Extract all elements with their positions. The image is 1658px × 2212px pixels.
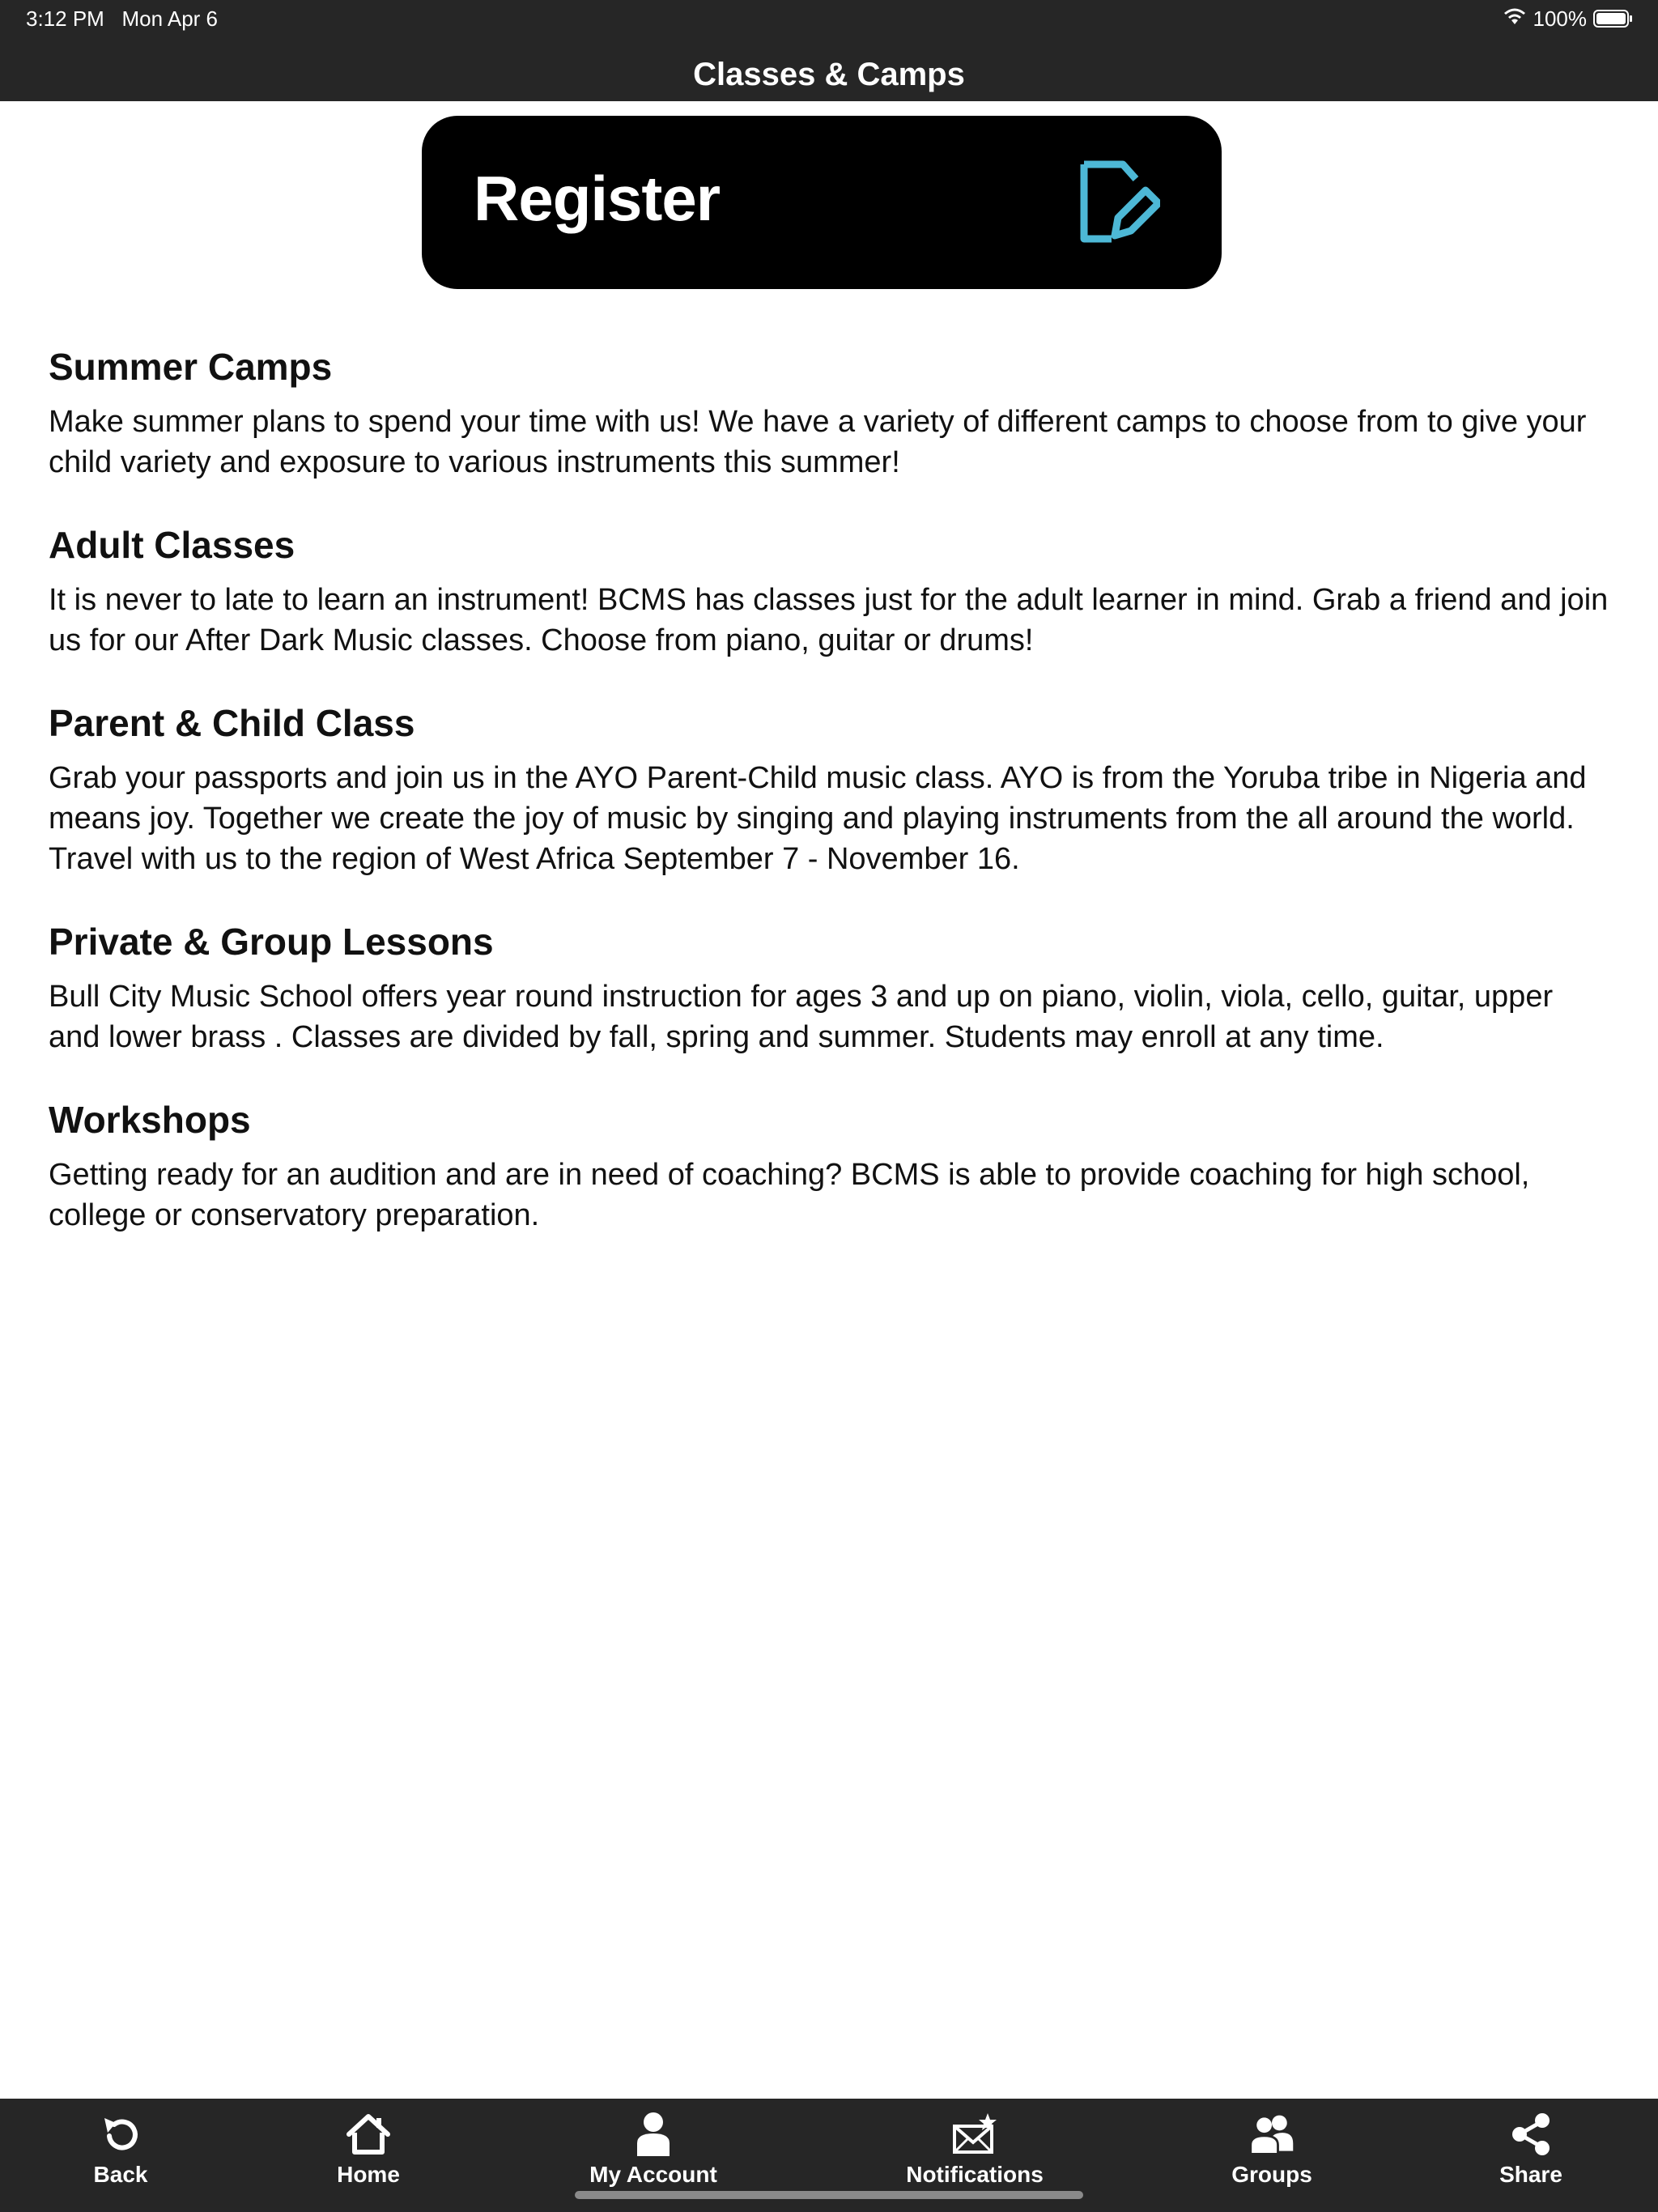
section-private-group-lessons: [49, 915, 1611, 1057]
tab-label: Home: [337, 2162, 400, 2187]
content-area: [49, 340, 1611, 1271]
page-title: Classes & Camps: [693, 57, 965, 92]
section-parent-child-class: [49, 696, 1611, 879]
top-bar: [0, 0, 1658, 101]
section-body: Bull City Music School offers year round instruction for ages 3 and up on piano, violin, viola, cello, guitar, upper and lower brass . Classes are divided by fall, spring and summer. Students may enroll at any time.: [49, 980, 1554, 1054]
home-indicator[interactable]: [575, 2191, 1083, 2199]
tab-label: My Account: [589, 2162, 717, 2187]
section-body: It is never to late to learn an instrument! BCMS has classes just for the adult learner in mind. Grab a friend and join us for our After Dark Music classes. Choose from piano, guitar or drums!: [49, 583, 1609, 657]
mail-star-icon: [950, 2110, 999, 2159]
section-title: Workshops: [49, 1099, 251, 1141]
status-date: Mon Apr 6: [121, 6, 219, 31]
back-arrow-icon: [96, 2110, 145, 2159]
tab-label: Share: [1499, 2162, 1562, 2187]
home-icon: [344, 2110, 393, 2159]
tab-share[interactable]: [1426, 2099, 1636, 2212]
status-indicators: [1503, 6, 1635, 31]
status-clock: 3:12 PM: [26, 6, 104, 31]
groups-icon: [1248, 2110, 1296, 2159]
section-body: Make summer plans to spend your time with us! We have a variety of different camps to choose from to give your child variety and exposure to various instruments this summer!: [49, 405, 1587, 479]
share-icon: [1507, 2110, 1555, 2159]
section-adult-classes: [49, 518, 1611, 661]
tab-label: Groups: [1231, 2162, 1312, 2187]
section-title: Private & Group Lessons: [49, 921, 494, 963]
section-title: Summer Camps: [49, 346, 333, 388]
section-title: Adult Classes: [49, 524, 295, 566]
status-time: [26, 6, 218, 31]
user-icon: [629, 2110, 678, 2159]
tab-label: Notifications: [906, 2162, 1044, 2187]
section-body: Getting ready for an audition and are in need of coaching? BCMS is able to provide coaching for high school, college or conservatory preparation.: [49, 1158, 1530, 1232]
battery-icon: [1593, 9, 1634, 28]
section-workshops: [49, 1093, 1611, 1236]
tab-home[interactable]: [263, 2099, 474, 2212]
edit-document-icon: [1079, 158, 1160, 247]
section-body: Grab your passports and join us in the AYO Parent-Child music class. AYO is from the Yoruba tribe in Nigeria and means joy. Together we create the joy of music by singing and playing instruments from the all around the world. Travel with us to the region of West Africa September 7 - November 16.: [49, 761, 1587, 876]
tab-back[interactable]: [15, 2099, 226, 2212]
tab-label: Back: [93, 2162, 148, 2187]
register-button[interactable]: [422, 116, 1222, 289]
register-label: Register: [474, 163, 721, 234]
tab-groups[interactable]: [1167, 2099, 1377, 2212]
wifi-icon: [1503, 6, 1527, 32]
battery-percent: 100%: [1533, 6, 1587, 31]
section-summer-camps: [49, 340, 1611, 483]
section-title: Parent & Child Class: [49, 702, 415, 744]
